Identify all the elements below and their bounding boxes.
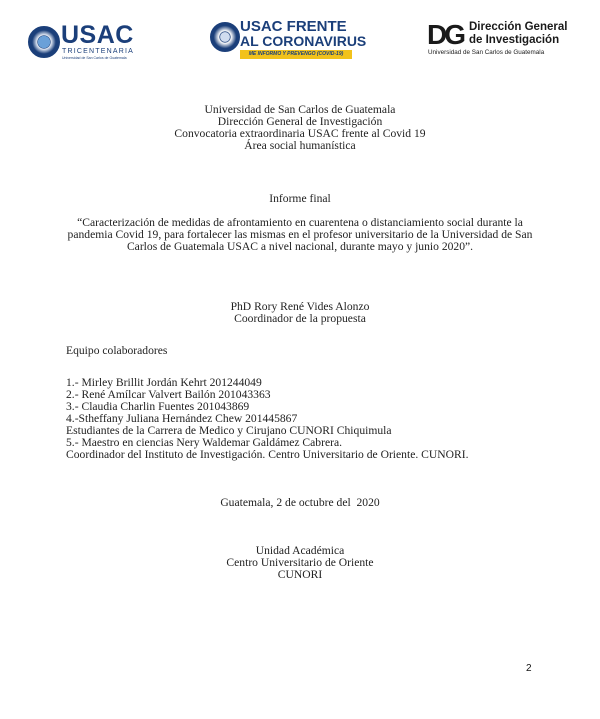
- list-item: 2.- René Amílcar Valvert Bailón 201043363: [66, 388, 271, 401]
- list-item: 3.- Claudia Charlin Fuentes 201043869: [66, 400, 250, 413]
- author-role: Coordinador de la propuesta: [234, 312, 366, 325]
- author-name: PhD Rory René Vides Alonzo: [230, 300, 370, 313]
- unit-line: Centro Universitario de Oriente: [226, 556, 374, 569]
- usac-logo: [28, 18, 138, 62]
- usac-seal-icon: [28, 26, 60, 58]
- document-body: [66, 104, 534, 581]
- usac-covid-logo: [210, 18, 367, 62]
- document-date: Guatemala, 2 de octubre del 2020: [220, 496, 380, 509]
- header-line: Convocatoria extraordinaria USAC frente al Covid 19: [174, 127, 426, 140]
- logo-bar: [0, 18, 600, 62]
- page-number: 2: [526, 663, 532, 674]
- report-title: “Caracterización de medidas de afrontamiento en cuarentena o distanciamiento social durante la pandemia Covid 19, para fortalecer las mismas en el profesor universitario de la Universidad de San Carlos de Guatemala USAC a nivel nacional, durante mayo y junio 2020”.: [67, 216, 533, 253]
- list-item: Estudiantes de la Carrera de Medico y Cirujano CUNORI Chiquimula: [66, 424, 392, 437]
- usac-logo-caption: Universidad de San Carlos de Guatemala: [62, 56, 127, 60]
- dg-mark-icon: DG: [427, 19, 463, 50]
- digi-logo: [427, 18, 572, 62]
- usac-logo-text: USAC: [61, 21, 134, 49]
- list-item: 4.-Stheffany Juliana Hernández Chew 201445867: [66, 412, 298, 425]
- usac-seal-icon: [210, 22, 240, 52]
- covid-logo-line2: AL CORONAVIRUS: [240, 33, 367, 49]
- unit-line: CUNORI: [277, 568, 323, 581]
- academic-unit: [66, 545, 534, 581]
- header-line: Dirección General de Investigación: [217, 115, 383, 128]
- header-line: Área social humanística: [244, 139, 356, 152]
- author-block: [66, 301, 534, 325]
- digi-logo-line2: de Investigación: [469, 34, 560, 46]
- usac-logo-subtitle: TRICENTENARIA: [62, 48, 134, 55]
- covid-logo-line1: USAC FRENTE: [240, 18, 347, 35]
- team-list: [66, 377, 534, 461]
- team-heading: Equipo colaboradores: [66, 344, 168, 357]
- list-item: Coordinador del Instituto de Investigación. Centro Universitario de Oriente. CUNORI.: [66, 448, 469, 461]
- header-line: Universidad de San Carlos de Guatemala: [204, 103, 396, 116]
- report-label: Informe final: [269, 192, 331, 205]
- digi-logo-caption: Universidad de San Carlos de Guatemala: [428, 49, 545, 56]
- digi-logo-line1: Dirección General: [469, 21, 568, 33]
- unit-line: Unidad Académica: [255, 544, 345, 557]
- list-item: 5.- Maestro en ciencias Nery Waldemar Galdámez Cabrera.: [66, 436, 343, 449]
- institution-header: [66, 104, 534, 152]
- list-item: 1.- Mirley Brillit Jordán Kehrt 201244049: [66, 376, 262, 389]
- covid-logo-tagline: ME INFORMO Y PREVENGO (COVID-19): [240, 50, 352, 59]
